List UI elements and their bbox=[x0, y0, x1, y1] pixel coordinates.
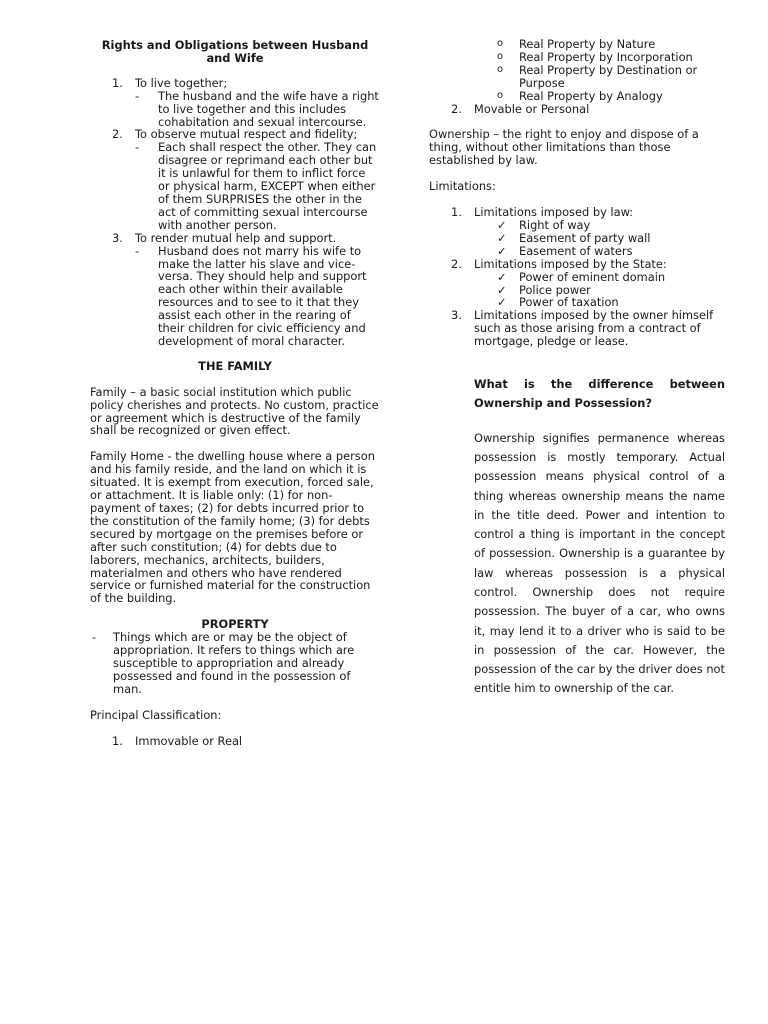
limitations-list bbox=[429, 206, 725, 348]
list-item bbox=[429, 271, 725, 284]
list-item bbox=[429, 51, 725, 64]
question-answer-block bbox=[474, 375, 725, 699]
family-definition: Family – a basic social institution which public policy cherishes and protects. No custom, practice or agreement which is destructive of the family shall be recognized or given effect. bbox=[90, 384, 379, 438]
checkmark-icon: ✓ bbox=[497, 269, 507, 284]
limitation-sub-item: Easement of waters bbox=[519, 243, 633, 258]
limitation-sub-item: Power of eminent domain bbox=[519, 269, 666, 284]
limitation-item-2 bbox=[429, 258, 725, 271]
classification-item-2 bbox=[429, 103, 725, 116]
list-number: 2. bbox=[451, 101, 462, 116]
obligation-detail-text: Husband does not marry his wife to make the latter his slave and vice-versa. They should help and support each other within their available resources and to see to it that they assist each other in the rearing of their children for civic efficiency and development of moral character. bbox=[158, 243, 367, 348]
family-heading: THE FAMILY bbox=[198, 358, 272, 373]
obligation-text: To live together; bbox=[135, 75, 228, 90]
list-number: 1. bbox=[112, 75, 123, 90]
classification-item-1 bbox=[90, 735, 380, 748]
real-property-type: Real Property by Destination or Purpose bbox=[519, 62, 698, 90]
checkmark-icon: ✓ bbox=[497, 282, 507, 297]
limitation-sub-item: Police power bbox=[519, 282, 591, 297]
dash-bullet: - bbox=[135, 243, 140, 258]
circle-bullet-icon: o bbox=[497, 50, 504, 62]
question-line-2: Ownership and Possession? bbox=[474, 396, 652, 411]
real-property-types bbox=[429, 38, 725, 103]
obligation-detail-1 bbox=[90, 90, 380, 129]
limitation-text: Limitations imposed by the State: bbox=[474, 256, 667, 271]
principal-classification-label: Principal Classification: bbox=[90, 707, 222, 722]
obligation-text: To render mutual help and support. bbox=[135, 230, 337, 245]
list-item bbox=[429, 38, 725, 51]
list-item bbox=[429, 232, 725, 245]
checkmark-icon: ✓ bbox=[497, 295, 507, 310]
list-item bbox=[429, 245, 725, 258]
property-definition bbox=[90, 631, 380, 696]
family-home-definition: Family Home - the dwelling house where a person and his family reside, and the land on which it is situated. It is exempt from execution, forced sale, or attachment. It is liable only: (1) for non-payment of taxes; (2) for debts incurred prior to the constitution of the family home; (3) for debts secured by mortgage on the premises before or after such constitution; (4) for debts due to laborers, mechanics, architects, builders, materialmen and others who have rendered service or furnished material for the construction of the building. bbox=[90, 449, 375, 606]
limitation-sub-item: Right of way bbox=[519, 217, 591, 232]
real-property-type: Real Property by Incorporation bbox=[519, 49, 693, 64]
limitations-label: Limitations: bbox=[429, 179, 496, 194]
circle-bullet-icon: o bbox=[497, 63, 504, 75]
dash-bullet: - bbox=[135, 88, 140, 103]
obligation-text: To observe mutual respect and fidelity; bbox=[135, 127, 358, 142]
list-item bbox=[429, 64, 725, 90]
limitation-sub-item: Power of taxation bbox=[519, 295, 619, 310]
checkmark-icon: ✓ bbox=[497, 230, 507, 245]
obligation-item-1 bbox=[90, 77, 380, 90]
question-line-1: What is the difference between bbox=[474, 377, 725, 392]
obligation-detail-3 bbox=[90, 245, 380, 348]
obligation-detail-text: Each shall respect the other. They can disagree or reprimand each other but it is unlawful for them to inflict force or physical harm, EXCEPT when either of them SURPRISES the other in the act of committing sexual intercourse with another person. bbox=[158, 140, 377, 232]
obligation-detail-2 bbox=[90, 141, 380, 231]
classification-text: Movable or Personal bbox=[474, 101, 590, 116]
list-number: 1. bbox=[451, 205, 462, 220]
dash-bullet: - bbox=[135, 140, 140, 155]
ownership-definition: Ownership – the right to enjoy and dispose of a thing, without other limitations than those established by law. bbox=[429, 127, 699, 168]
obligations-list bbox=[90, 77, 380, 348]
dash-bullet: - bbox=[92, 630, 97, 645]
real-property-type: Real Property by Nature bbox=[519, 37, 656, 51]
checkmark-icon: ✓ bbox=[497, 243, 507, 258]
list-number: 1. bbox=[112, 733, 123, 748]
limitation-text: Limitations imposed by the owner himself such as those arising from a contract of mortgage, pledge or lease. bbox=[474, 308, 714, 349]
limitation-item-3 bbox=[429, 309, 725, 348]
answer-paragraph: Ownership signifies permanence whereas possession is mostly temporary. Actual possession means physical control of a thing whereas ownership means the name in the title deed. Power and intention to control a thing is important in the concept of possession. Ownership is a guarantee by law whereas possession is a physical control. Ownership does not require possession. The buyer of a car, who owns it, may lend it to a driver who is said to be in possession of the car. However, the possession of the car by the driver does not entitle him to ownership of the car. bbox=[474, 430, 725, 696]
obligation-detail-text: The husband and the wife have a right to live together and this includes cohabitation and sexual intercourse. bbox=[158, 88, 379, 129]
question-heading bbox=[474, 375, 725, 414]
list-number: 3. bbox=[451, 308, 462, 323]
list-number: 2. bbox=[451, 256, 462, 271]
document-title: Rights and Obligations between Husband and Wife bbox=[101, 38, 369, 65]
obligation-item-3 bbox=[90, 232, 380, 245]
classification-text: Immovable or Real bbox=[135, 733, 243, 748]
limitation-text: Limitations imposed by law: bbox=[474, 205, 634, 220]
right-column bbox=[429, 38, 725, 699]
list-number: 3. bbox=[112, 230, 123, 245]
limitation-sub-item: Easement of party wall bbox=[519, 230, 651, 245]
circle-bullet-icon: o bbox=[497, 89, 504, 101]
real-property-type: Real Property by Analogy bbox=[519, 88, 663, 103]
checkmark-icon: ✓ bbox=[497, 217, 507, 232]
property-definition-text: Things which are or may be the object of appropriation. It refers to things which are susceptible to appropriation and already possessed and found in the possession of man. bbox=[113, 630, 355, 696]
list-item bbox=[429, 90, 725, 103]
property-heading: PROPERTY bbox=[201, 617, 269, 632]
list-number: 2. bbox=[112, 127, 123, 142]
list-item bbox=[429, 219, 725, 232]
left-column bbox=[90, 38, 380, 748]
circle-bullet-icon: o bbox=[497, 38, 504, 49]
